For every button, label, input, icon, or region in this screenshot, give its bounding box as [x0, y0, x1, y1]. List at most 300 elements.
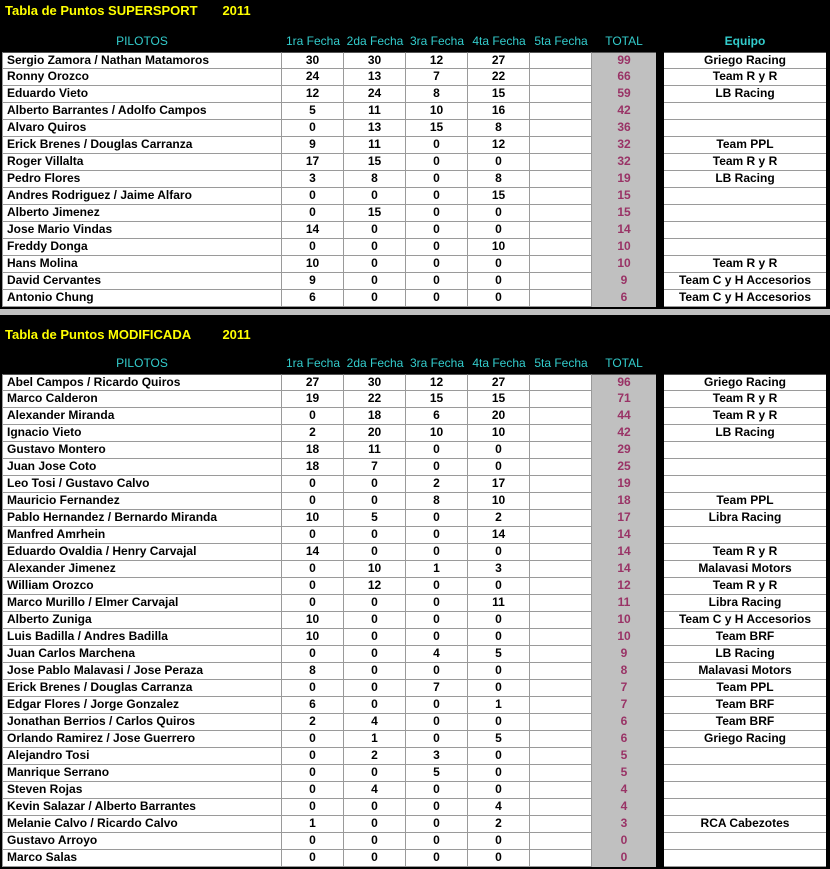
- column-gap: [656, 578, 664, 595]
- fecha-4-points-cell: 10: [468, 493, 530, 510]
- fecha-4-points-cell: 0: [468, 256, 530, 273]
- pilot-name-cell: Gustavo Montero: [2, 442, 282, 459]
- header-gap: [656, 34, 664, 49]
- fecha-5-points-cell: [530, 408, 592, 425]
- fecha-4-points-cell: 5: [468, 646, 530, 663]
- supersport-section: [0, 3, 830, 307]
- column-gap: [656, 239, 664, 256]
- column-gap: [656, 290, 664, 307]
- fecha-5-points-cell: [530, 374, 592, 391]
- fecha-3-points-cell: 0: [406, 833, 468, 850]
- fecha-2-points-cell: 0: [344, 816, 406, 833]
- fecha-3-points-cell: 8: [406, 493, 468, 510]
- total-points-cell: 29: [592, 442, 656, 459]
- fecha-5-points-cell: [530, 714, 592, 731]
- fecha-1-points-cell: 0: [282, 748, 344, 765]
- pilot-name-cell: Leo Tosi / Gustavo Calvo: [2, 476, 282, 493]
- fecha-2-points-cell: 0: [344, 273, 406, 290]
- fecha-5-points-cell: [530, 69, 592, 86]
- fecha-5-points-cell: [530, 816, 592, 833]
- total-points-cell: 10: [592, 256, 656, 273]
- fecha-3-points-cell: 7: [406, 69, 468, 86]
- total-points-cell: 0: [592, 850, 656, 867]
- fecha-5-points-cell: [530, 578, 592, 595]
- fecha-1-points-cell: 0: [282, 239, 344, 256]
- fecha-3-points-cell: 0: [406, 442, 468, 459]
- fecha-3-points-cell: 0: [406, 697, 468, 714]
- fecha-2-points-cell: 2: [344, 748, 406, 765]
- fecha-1-points-cell: 30: [282, 52, 344, 69]
- fecha-1-points-cell: 6: [282, 290, 344, 307]
- table-row: [2, 578, 830, 595]
- fecha-4-points-cell: 20: [468, 408, 530, 425]
- team-cell: Team BRF: [664, 697, 826, 714]
- fecha-3-points-cell: 0: [406, 816, 468, 833]
- column-gap: [656, 493, 664, 510]
- column-header-fecha-5: 5ta Fecha: [534, 34, 588, 48]
- total-points-cell: 10: [592, 239, 656, 256]
- team-cell: Team C y H Accesorios: [664, 612, 826, 629]
- pilot-name-cell: Gustavo Arroyo: [2, 833, 282, 850]
- fecha-2-points-cell: 0: [344, 595, 406, 612]
- column-gap: [656, 595, 664, 612]
- team-cell: [664, 205, 826, 222]
- column-gap: [656, 612, 664, 629]
- fecha-3-points-cell: 4: [406, 646, 468, 663]
- fecha-1-points-cell: 10: [282, 629, 344, 646]
- fecha-5-points-cell: [530, 731, 592, 748]
- fecha-3-points-cell: 0: [406, 629, 468, 646]
- fecha-3-points-cell: 0: [406, 273, 468, 290]
- fecha-2-points-cell: 13: [344, 120, 406, 137]
- fecha-4-points-cell: 12: [468, 137, 530, 154]
- fecha-5-points-cell: [530, 459, 592, 476]
- fecha-1-points-cell: 0: [282, 833, 344, 850]
- fecha-5-points-cell: [530, 595, 592, 612]
- fecha-5-points-cell: [530, 697, 592, 714]
- total-points-cell: 7: [592, 697, 656, 714]
- table-row: [2, 629, 830, 646]
- fecha-3-points-cell: 0: [406, 459, 468, 476]
- table-row: [2, 765, 830, 782]
- table-title: Tabla de Puntos SUPERSPORT: [5, 3, 198, 18]
- pilot-name-cell: Alberto Jimenez: [2, 205, 282, 222]
- fecha-4-points-cell: 15: [468, 86, 530, 103]
- table-row: [2, 527, 830, 544]
- fecha-4-points-cell: 0: [468, 748, 530, 765]
- fecha-4-points-cell: 27: [468, 374, 530, 391]
- fecha-4-points-cell: 0: [468, 290, 530, 307]
- table-title: Tabla de Puntos MODIFICADA: [5, 327, 192, 342]
- fecha-3-points-cell: 0: [406, 663, 468, 680]
- pilot-name-cell: Erick Brenes / Douglas Carranza: [2, 680, 282, 697]
- fecha-2-points-cell: 20: [344, 425, 406, 442]
- fecha-4-points-cell: 8: [468, 120, 530, 137]
- column-gap: [656, 391, 664, 408]
- total-points-cell: 14: [592, 544, 656, 561]
- fecha-1-points-cell: 8: [282, 663, 344, 680]
- column-gap: [656, 748, 664, 765]
- fecha-4-points-cell: 15: [468, 188, 530, 205]
- fecha-2-points-cell: 0: [344, 680, 406, 697]
- total-points-cell: 0: [592, 833, 656, 850]
- fecha-3-points-cell: 15: [406, 391, 468, 408]
- team-cell: Malavasi Motors: [664, 561, 826, 578]
- team-cell: [664, 765, 826, 782]
- supersport-header-row: [2, 34, 830, 49]
- total-points-cell: 42: [592, 425, 656, 442]
- table-year: 2011: [222, 327, 251, 342]
- column-header-equipo: Equipo: [724, 34, 766, 48]
- team-cell: LB Racing: [664, 171, 826, 188]
- total-points-cell: 96: [592, 374, 656, 391]
- column-gap: [656, 782, 664, 799]
- team-cell: Griego Racing: [664, 374, 826, 391]
- team-cell: Team R y R: [664, 154, 826, 171]
- column-gap: [656, 561, 664, 578]
- total-points-cell: 9: [592, 646, 656, 663]
- fecha-1-points-cell: 24: [282, 69, 344, 86]
- pilot-name-cell: Ronny Orozco: [2, 69, 282, 86]
- column-header-fecha-2: 2da Fecha: [346, 356, 404, 370]
- fecha-3-points-cell: 0: [406, 850, 468, 867]
- pilot-name-cell: Marco Murillo / Elmer Carvajal: [2, 595, 282, 612]
- fecha-1-points-cell: 18: [282, 442, 344, 459]
- column-gap: [656, 273, 664, 290]
- total-points-cell: 17: [592, 510, 656, 527]
- fecha-2-points-cell: 7: [344, 459, 406, 476]
- table-row: [2, 222, 830, 239]
- column-header-total: TOTAL: [605, 356, 643, 370]
- fecha-4-points-cell: 8: [468, 171, 530, 188]
- fecha-1-points-cell: 6: [282, 697, 344, 714]
- fecha-5-points-cell: [530, 239, 592, 256]
- fecha-4-points-cell: 0: [468, 850, 530, 867]
- fecha-4-points-cell: 5: [468, 731, 530, 748]
- table-row: [2, 290, 830, 307]
- column-header-equipo: [664, 356, 826, 371]
- fecha-2-points-cell: 12: [344, 578, 406, 595]
- fecha-4-points-cell: 0: [468, 714, 530, 731]
- pilot-name-cell: Alberto Barrantes / Adolfo Campos: [2, 103, 282, 120]
- column-gap: [656, 833, 664, 850]
- fecha-3-points-cell: 0: [406, 256, 468, 273]
- fecha-2-points-cell: 18: [344, 408, 406, 425]
- total-points-cell: 15: [592, 188, 656, 205]
- fecha-2-points-cell: 0: [344, 188, 406, 205]
- table-row: [2, 103, 830, 120]
- fecha-1-points-cell: 0: [282, 561, 344, 578]
- fecha-2-points-cell: 0: [344, 544, 406, 561]
- modificada-section: [0, 327, 830, 867]
- total-points-cell: 3: [592, 816, 656, 833]
- table-row: [2, 663, 830, 680]
- fecha-2-points-cell: 30: [344, 374, 406, 391]
- total-points-cell: 18: [592, 493, 656, 510]
- column-gap: [656, 69, 664, 86]
- column-gap: [656, 731, 664, 748]
- fecha-2-points-cell: 0: [344, 493, 406, 510]
- fecha-3-points-cell: 0: [406, 239, 468, 256]
- fecha-2-points-cell: 4: [344, 782, 406, 799]
- fecha-1-points-cell: 18: [282, 459, 344, 476]
- fecha-1-points-cell: 14: [282, 222, 344, 239]
- pilot-name-cell: Antonio Chung: [2, 290, 282, 307]
- column-header-fecha-4: 4ta Fecha: [472, 34, 526, 48]
- total-points-cell: 25: [592, 459, 656, 476]
- column-gap: [656, 850, 664, 867]
- fecha-1-points-cell: 1: [282, 816, 344, 833]
- fecha-5-points-cell: [530, 476, 592, 493]
- column-gap: [656, 697, 664, 714]
- fecha-2-points-cell: 30: [344, 52, 406, 69]
- header-gap: [656, 356, 664, 371]
- fecha-3-points-cell: 0: [406, 799, 468, 816]
- total-points-cell: 4: [592, 782, 656, 799]
- table-row: [2, 561, 830, 578]
- team-cell: [664, 527, 826, 544]
- column-gap: [656, 544, 664, 561]
- total-points-cell: 5: [592, 748, 656, 765]
- table-row: [2, 714, 830, 731]
- pilot-name-cell: Alexander Jimenez: [2, 561, 282, 578]
- total-points-cell: 7: [592, 680, 656, 697]
- column-gap: [656, 816, 664, 833]
- fecha-5-points-cell: [530, 256, 592, 273]
- team-cell: [664, 476, 826, 493]
- fecha-1-points-cell: 0: [282, 408, 344, 425]
- total-points-cell: 19: [592, 476, 656, 493]
- fecha-2-points-cell: 10: [344, 561, 406, 578]
- column-header-fecha-5: 5ta Fecha: [534, 356, 588, 370]
- pilot-name-cell: Kevin Salazar / Alberto Barrantes: [2, 799, 282, 816]
- team-cell: Griego Racing: [664, 52, 826, 69]
- fecha-1-points-cell: 0: [282, 646, 344, 663]
- team-cell: Team C y H Accesorios: [664, 273, 826, 290]
- fecha-3-points-cell: 1: [406, 561, 468, 578]
- fecha-1-points-cell: 0: [282, 731, 344, 748]
- table-row: [2, 697, 830, 714]
- fecha-4-points-cell: 0: [468, 154, 530, 171]
- fecha-2-points-cell: 5: [344, 510, 406, 527]
- fecha-1-points-cell: 5: [282, 103, 344, 120]
- fecha-3-points-cell: 6: [406, 408, 468, 425]
- fecha-4-points-cell: 2: [468, 510, 530, 527]
- fecha-5-points-cell: [530, 850, 592, 867]
- team-cell: Team BRF: [664, 714, 826, 731]
- fecha-1-points-cell: 12: [282, 86, 344, 103]
- fecha-5-points-cell: [530, 833, 592, 850]
- pilot-name-cell: Eduardo Vieto: [2, 86, 282, 103]
- team-cell: Team R y R: [664, 391, 826, 408]
- table-row: [2, 459, 830, 476]
- column-gap: [656, 680, 664, 697]
- team-cell: Team R y R: [664, 69, 826, 86]
- fecha-5-points-cell: [530, 493, 592, 510]
- pilot-name-cell: Jonathan Berrios / Carlos Quiros: [2, 714, 282, 731]
- fecha-4-points-cell: 10: [468, 239, 530, 256]
- fecha-5-points-cell: [530, 205, 592, 222]
- fecha-4-points-cell: 0: [468, 459, 530, 476]
- pilot-name-cell: William Orozco: [2, 578, 282, 595]
- fecha-4-points-cell: 3: [468, 561, 530, 578]
- team-cell: LB Racing: [664, 425, 826, 442]
- table-row: [2, 646, 830, 663]
- table-row: [2, 595, 830, 612]
- column-gap: [656, 527, 664, 544]
- team-cell: [664, 239, 826, 256]
- total-points-cell: 42: [592, 103, 656, 120]
- fecha-3-points-cell: 3: [406, 748, 468, 765]
- fecha-1-points-cell: 0: [282, 120, 344, 137]
- fecha-4-points-cell: 22: [468, 69, 530, 86]
- fecha-4-points-cell: 0: [468, 833, 530, 850]
- column-header-fecha-2: 2da Fecha: [346, 34, 404, 48]
- column-gap: [656, 120, 664, 137]
- pilot-name-cell: Marco Calderon: [2, 391, 282, 408]
- fecha-3-points-cell: 8: [406, 86, 468, 103]
- fecha-4-points-cell: 14: [468, 527, 530, 544]
- table-row: [2, 205, 830, 222]
- pilot-name-cell: Steven Rojas: [2, 782, 282, 799]
- pilot-name-cell: Mauricio Fernandez: [2, 493, 282, 510]
- fecha-4-points-cell: 27: [468, 52, 530, 69]
- fecha-3-points-cell: 7: [406, 680, 468, 697]
- table-row: [2, 680, 830, 697]
- fecha-2-points-cell: 0: [344, 612, 406, 629]
- team-cell: [664, 748, 826, 765]
- fecha-5-points-cell: [530, 290, 592, 307]
- fecha-2-points-cell: 0: [344, 697, 406, 714]
- fecha-1-points-cell: 17: [282, 154, 344, 171]
- table-row: [2, 476, 830, 493]
- supersport-title-row: [5, 3, 830, 18]
- fecha-1-points-cell: 10: [282, 256, 344, 273]
- table-row: [2, 731, 830, 748]
- fecha-3-points-cell: 0: [406, 612, 468, 629]
- team-cell: Team R y R: [664, 544, 826, 561]
- fecha-4-points-cell: 0: [468, 222, 530, 239]
- table-row: [2, 171, 830, 188]
- table-row: [2, 120, 830, 137]
- pilot-name-cell: Melanie Calvo / Ricardo Calvo: [2, 816, 282, 833]
- pilot-name-cell: Orlando Ramirez / Jose Guerrero: [2, 731, 282, 748]
- pilot-name-cell: Manfred Amrhein: [2, 527, 282, 544]
- fecha-3-points-cell: 12: [406, 374, 468, 391]
- fecha-3-points-cell: 0: [406, 171, 468, 188]
- fecha-1-points-cell: 27: [282, 374, 344, 391]
- fecha-4-points-cell: 0: [468, 578, 530, 595]
- pilot-name-cell: Manrique Serrano: [2, 765, 282, 782]
- table-row: [2, 256, 830, 273]
- fecha-3-points-cell: 12: [406, 52, 468, 69]
- fecha-1-points-cell: 0: [282, 680, 344, 697]
- column-gap: [656, 663, 664, 680]
- fecha-1-points-cell: 2: [282, 425, 344, 442]
- table-row: [2, 408, 830, 425]
- fecha-3-points-cell: 0: [406, 595, 468, 612]
- fecha-5-points-cell: [530, 442, 592, 459]
- table-row: [2, 154, 830, 171]
- fecha-4-points-cell: 0: [468, 544, 530, 561]
- table-row: [2, 748, 830, 765]
- team-cell: LB Racing: [664, 86, 826, 103]
- fecha-5-points-cell: [530, 171, 592, 188]
- fecha-5-points-cell: [530, 103, 592, 120]
- fecha-2-points-cell: 0: [344, 833, 406, 850]
- table-row: [2, 425, 830, 442]
- fecha-5-points-cell: [530, 154, 592, 171]
- table-row: [2, 833, 830, 850]
- fecha-3-points-cell: 0: [406, 578, 468, 595]
- column-gap: [656, 629, 664, 646]
- total-points-cell: 6: [592, 290, 656, 307]
- total-points-cell: 32: [592, 154, 656, 171]
- fecha-1-points-cell: 9: [282, 273, 344, 290]
- total-points-cell: 71: [592, 391, 656, 408]
- fecha-3-points-cell: 15: [406, 120, 468, 137]
- modificada-title-row: [5, 327, 830, 342]
- fecha-4-points-cell: 17: [468, 476, 530, 493]
- points-tables-page: [0, 3, 830, 869]
- total-points-cell: 10: [592, 629, 656, 646]
- column-gap: [656, 188, 664, 205]
- fecha-4-points-cell: 0: [468, 205, 530, 222]
- column-header-fecha-1: 1ra Fecha: [285, 34, 341, 48]
- fecha-2-points-cell: 8: [344, 171, 406, 188]
- fecha-3-points-cell: 0: [406, 544, 468, 561]
- fecha-4-points-cell: 0: [468, 629, 530, 646]
- fecha-2-points-cell: 0: [344, 850, 406, 867]
- table-row: [2, 816, 830, 833]
- pilot-name-cell: Luis Badilla / Andres Badilla: [2, 629, 282, 646]
- fecha-5-points-cell: [530, 52, 592, 69]
- fecha-4-points-cell: 10: [468, 425, 530, 442]
- table-row: [2, 612, 830, 629]
- total-points-cell: 14: [592, 222, 656, 239]
- fecha-1-points-cell: 3: [282, 171, 344, 188]
- fecha-5-points-cell: [530, 748, 592, 765]
- team-cell: [664, 850, 826, 867]
- fecha-1-points-cell: 0: [282, 765, 344, 782]
- fecha-4-points-cell: 16: [468, 103, 530, 120]
- fecha-5-points-cell: [530, 782, 592, 799]
- table-row: [2, 510, 830, 527]
- team-cell: Team R y R: [664, 578, 826, 595]
- fecha-5-points-cell: [530, 561, 592, 578]
- pilot-name-cell: Ignacio Vieto: [2, 425, 282, 442]
- fecha-2-points-cell: 24: [344, 86, 406, 103]
- total-points-cell: 32: [592, 137, 656, 154]
- fecha-4-points-cell: 0: [468, 273, 530, 290]
- fecha-5-points-cell: [530, 188, 592, 205]
- fecha-2-points-cell: 0: [344, 765, 406, 782]
- fecha-1-points-cell: 0: [282, 527, 344, 544]
- column-gap: [656, 103, 664, 120]
- column-gap: [656, 646, 664, 663]
- fecha-2-points-cell: 0: [344, 256, 406, 273]
- fecha-5-points-cell: [530, 137, 592, 154]
- fecha-3-points-cell: 0: [406, 782, 468, 799]
- fecha-1-points-cell: 0: [282, 205, 344, 222]
- fecha-5-points-cell: [530, 120, 592, 137]
- fecha-3-points-cell: 0: [406, 205, 468, 222]
- team-cell: Team R y R: [664, 256, 826, 273]
- total-points-cell: 14: [592, 561, 656, 578]
- column-gap: [656, 374, 664, 391]
- team-cell: [664, 442, 826, 459]
- column-gap: [656, 205, 664, 222]
